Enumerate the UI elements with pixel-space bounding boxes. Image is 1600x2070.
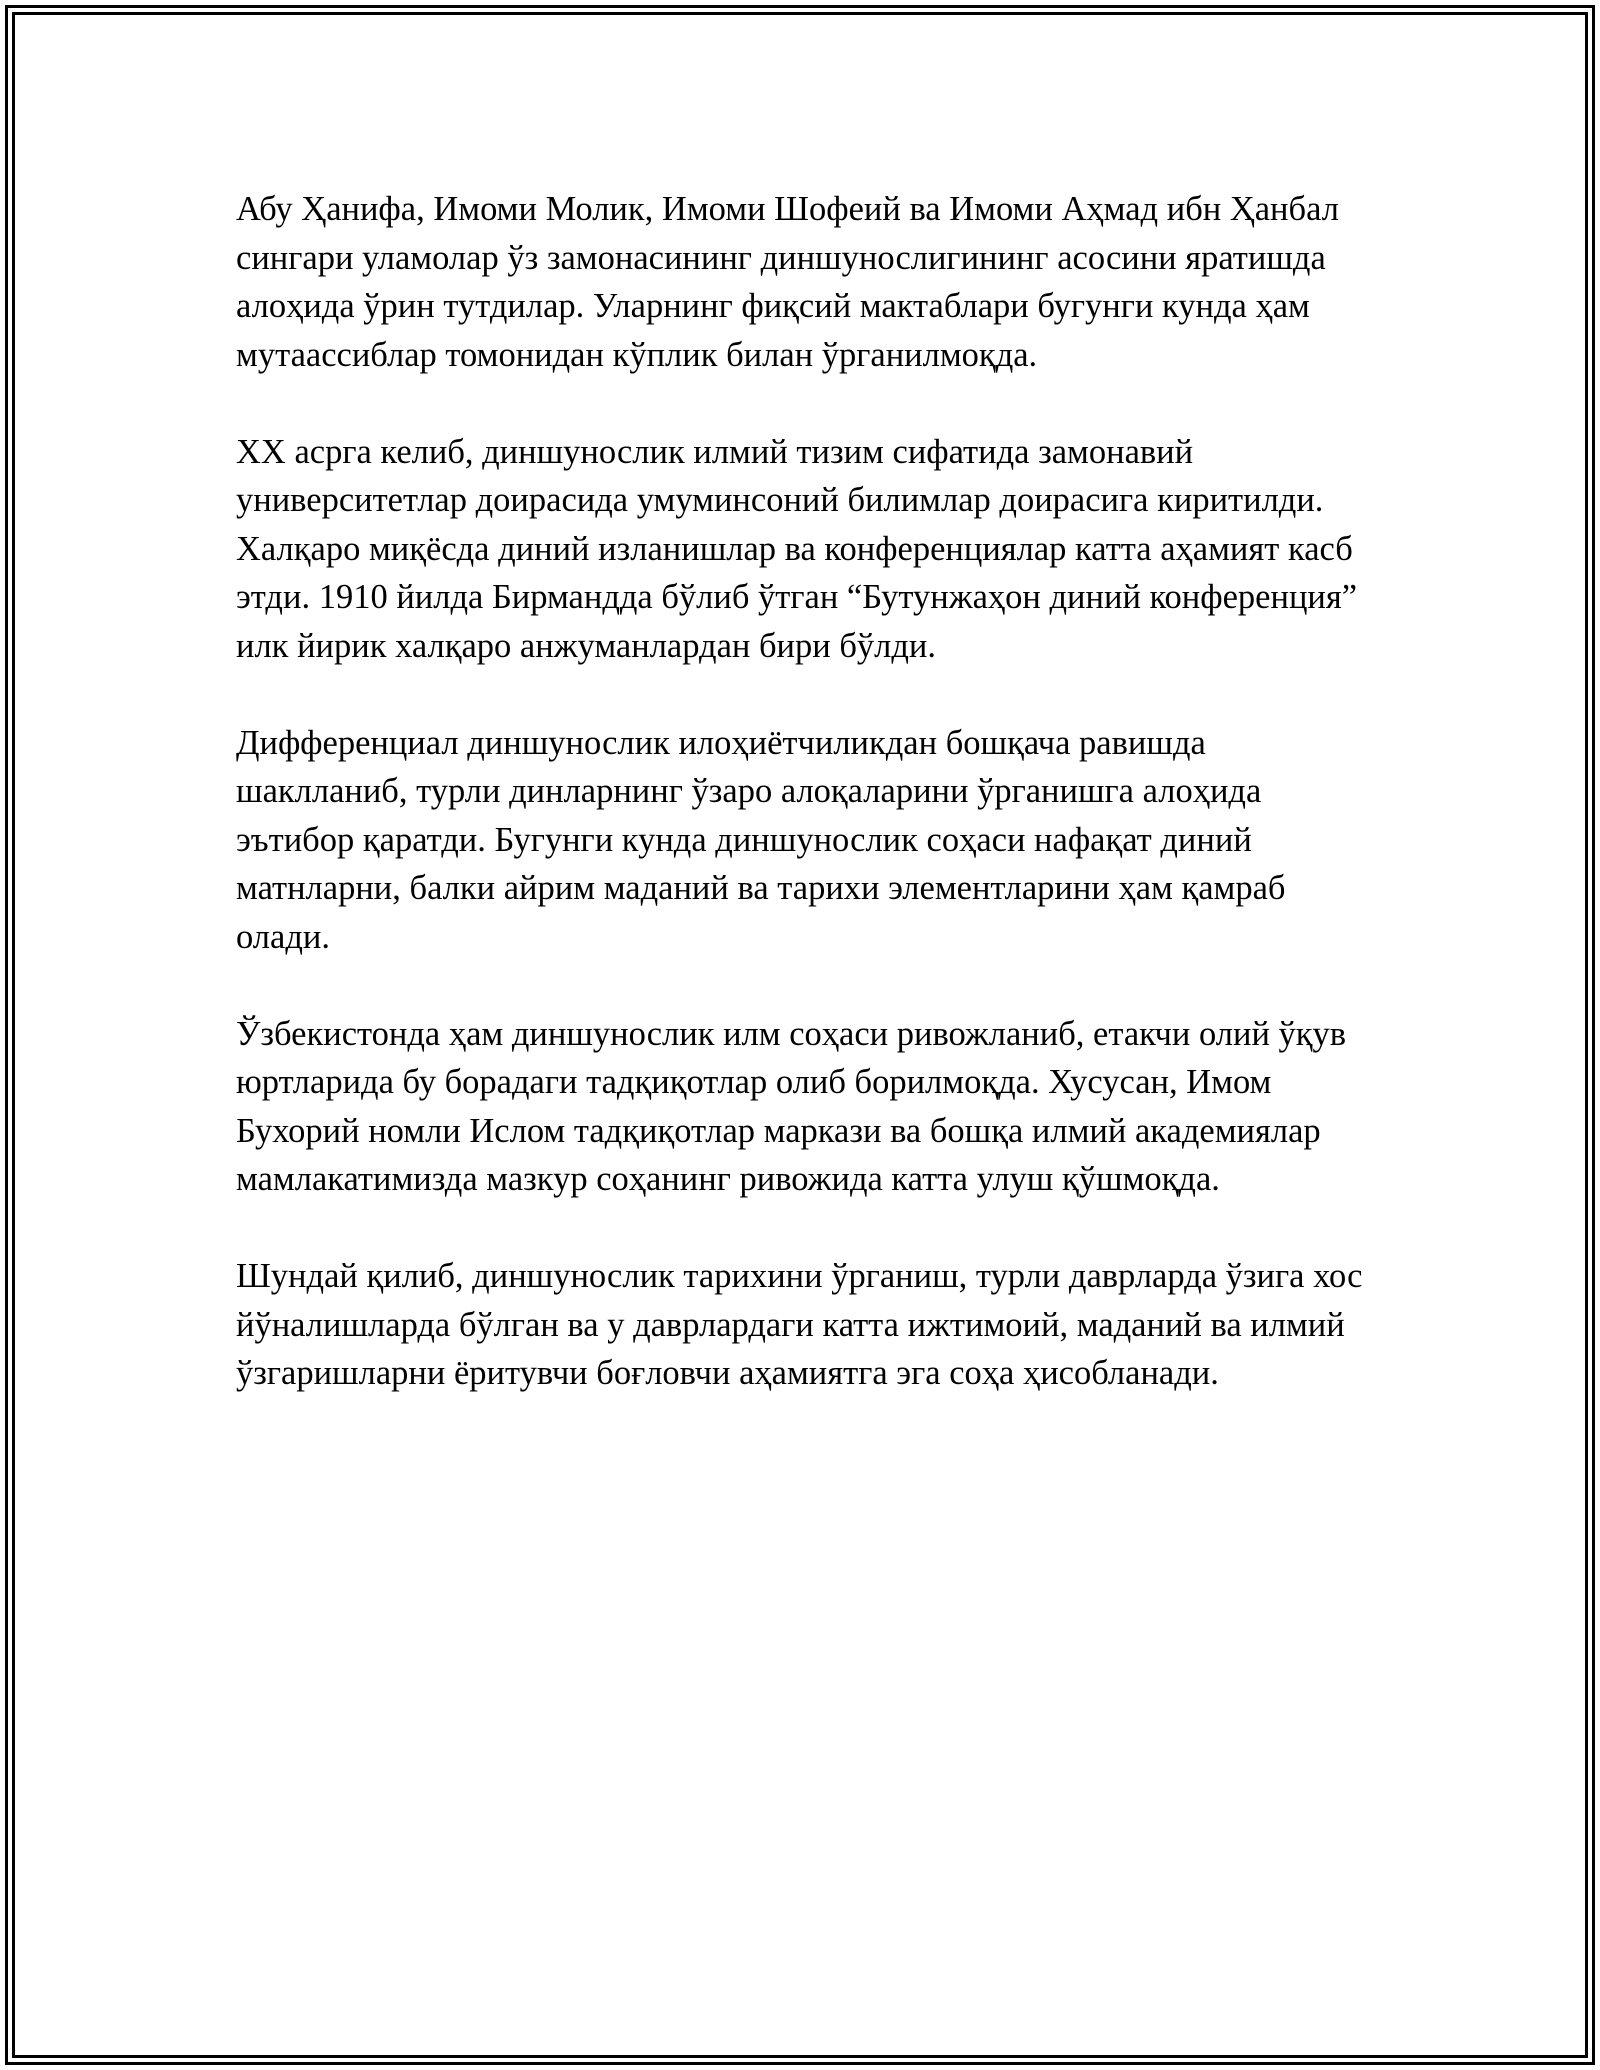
paragraph-5: Шундай қилиб, диншунослик тарихини ўрганиш, турли даврларда ўзига хос йўналишларда бўлган ва у даврлардаги катта ижтимоий, маданий ва илмий ўзгаришларни ёритувчи боғловчи аҳамиятга эга соҳа ҳисобланади. xyxy=(236,1257,1363,1392)
paragraph-3: Дифференциал диншунослик илоҳиётчиликдан бошқача равишда шаклланиб, турли динларнинг ўзаро алоқаларини ўрганишга алоҳида эътибор қаратди. Бугунги кунда диншунослик соҳаси нафақат диний матнларни, балки айрим маданий ва тарихи элементларини ҳам қамраб олади. xyxy=(236,723,1286,956)
document-body xyxy=(236,185,1376,1398)
paragraph-4: Ўзбекистонда ҳам диншунослик илм соҳаси ривожланиб, етакчи олий ўқув юртларида бу борадаги тадқиқотлар олиб борилмоқда. Хусусан, Имом Бухорий номли Ислом тадқиқотлар маркази ва бошқа илмий академиялар мамлакатимизда мазкур соҳанинг ривожида катта улуш қўшмоқда. xyxy=(236,1014,1347,1198)
paragraph-1: Абу Ҳанифа, Имоми Молик, Имоми Шофеий ва Имоми Аҳмад ибн Ҳанбал сингари уламолар ўз замонасининг диншунослигининг асосини яратишда алоҳида ўрин тутдилар. Уларнинг фиқсий мактаблари бугунги кунда ҳам мутаассиблар томонидан кўплик билан ўрганилмоқда. xyxy=(236,190,1339,374)
paragraph-2: XX асрга келиб, диншунослик илмий тизим сифатида замонавий университетлар доирасида умуминсоний билимлар доирасига киритилди. Халқаро миқёсда диний изланишлар ва конференциялар катта аҳамият касб этди. 1910 йилда Бирманддa бўлиб ўтган “Бутунжаҳон диний конференция” илк йирик халқаро анжуманлардан бири бўлди. xyxy=(236,432,1358,665)
